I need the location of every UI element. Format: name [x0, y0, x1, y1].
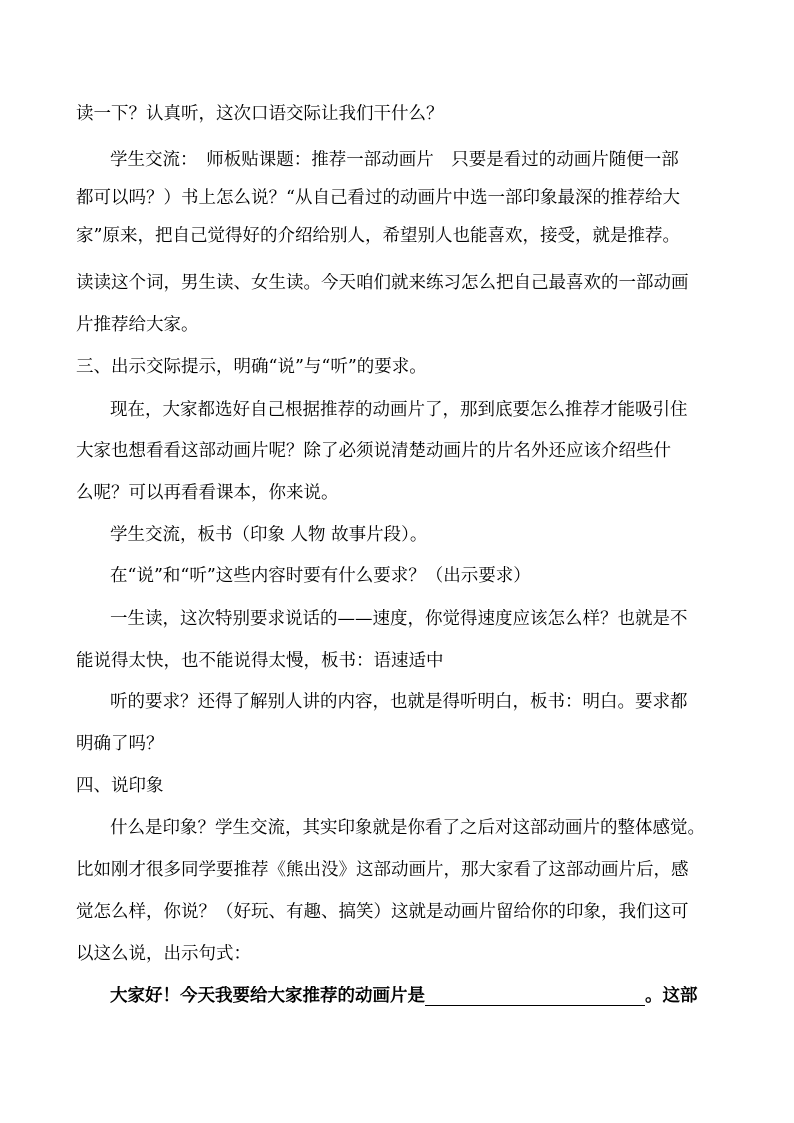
paragraph-line: 学生交流，板书（印象 人物 故事片段）。 — [110, 525, 428, 545]
paragraph-line: 一生读，这次特别要求说话的——速度，你觉得速度应该怎么样？也就是不 — [110, 609, 688, 629]
paragraph-line: 读一下？认真听，这次口语交际让我们干什么？ — [76, 104, 444, 124]
fill-in-blank — [425, 988, 645, 1006]
paragraph-line: 比如刚才很多同学要推荐《熊出没》这部动画片，那大家看了这部动画片后，感 — [76, 860, 689, 880]
paragraph-line: 片推荐给大家。 — [76, 315, 199, 335]
paragraph-line: 什么是印象？学生交流，其实印象就是你看了之后对这部动画片的整体感觉。 — [110, 818, 705, 838]
paragraph-line: 觉怎么样，你说？（好玩、有趣、搞笑）这就是动画片留给你的印象，我们这可 — [76, 902, 689, 922]
paragraph-line: 能说得太快，也不能说得太慢，板书：语速适中 — [76, 651, 444, 671]
paragraph-line: 以这么说，出示句式： — [76, 944, 251, 964]
sentence-pattern — [110, 986, 726, 1006]
paragraph-line: 学生交流： 师板贴课题：推荐一部动画片 只要是看过的动画片随便一部 — [110, 150, 679, 170]
sentence-pattern-end: 。这部 — [645, 986, 698, 1006]
paragraph-line: 么呢？可以再看看课本，你来说。 — [76, 483, 339, 503]
section-heading: 三、出示交际提示，明确“说”与“听”的要求。 — [76, 357, 427, 377]
paragraph-line: 明确了吗？ — [76, 734, 164, 754]
paragraph-line: 听的要求？还得了解别人讲的内容，也就是得听明白，板书：明白。要求都 — [110, 692, 688, 712]
section-heading: 四、说印象 — [76, 776, 164, 796]
paragraph-line: 现在，大家都选好自己根据推荐的动画片了，那到底要怎么推荐才能吸引住 — [110, 400, 688, 420]
sentence-pattern-start: 大家好！今天我要给大家推荐的动画片是 — [110, 986, 425, 1006]
paragraph-line: 都可以吗？）书上怎么说？“从自己看过的动画片中选一部印象最深的推荐给大 — [76, 188, 680, 208]
paragraph-line: 在“说”和“听”这些内容时要有什么要求？（出示要求） — [110, 566, 531, 586]
paragraph-line: 大家也想看看这部动画片呢？除了必须说清楚动画片的片名外还应该介绍些什 — [76, 441, 671, 461]
paragraph-line: 家”原来，把自己觉得好的介绍给别人，希望别人也能喜欢，接受，就是推荐。 — [76, 226, 680, 246]
paragraph-line: 读读这个词，男生读、女生读。今天咱们就来练习怎么把自己最喜欢的一部动画 — [76, 273, 689, 293]
